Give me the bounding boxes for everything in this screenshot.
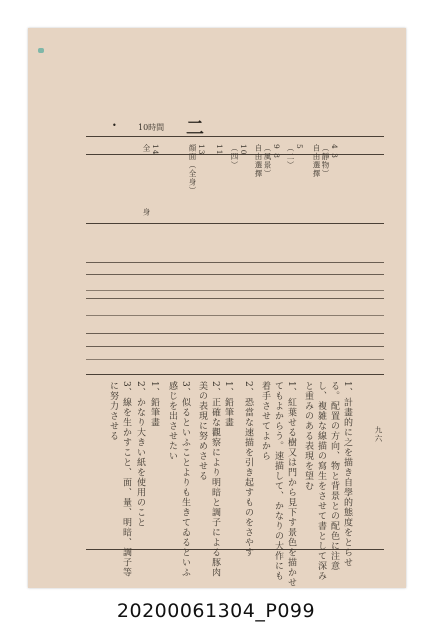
note-column: てもよからう。速描して、かなりの大作にも [273,381,283,581]
header-dot: • [112,121,117,130]
upper-column: 5 （二） [286,144,304,170]
note-column: る。配置の方向、物と背景との配色に注意 [329,381,339,571]
rule-mid-8 [86,359,384,360]
note-column: に努力させる [108,381,118,441]
upper-column: 4 3 （靜物） 自由選擇 [312,144,339,178]
upper-column: 14 全 [142,144,160,156]
page-number: 九六 [374,426,383,443]
rule-lower-top [86,374,384,375]
note-column: と重みのある表現を望む [303,381,313,491]
rule-mid-3 [86,290,384,291]
stain-mark [38,48,44,53]
upper-column: 13 顔面（全身） [188,144,206,195]
rule-upper-bottom [86,223,384,224]
upper-column: 身 [142,208,151,217]
note-column: 美の表現に努めさせる [197,381,207,481]
note-column: 1、紅葉せる樹又は門から見下す景色を描かせ [286,381,296,588]
note-column: 2、かなり大きい紙を使用のこと [135,381,145,528]
rule-mid-2 [86,274,384,275]
rule-mid-1 [86,262,384,263]
note-column: 3、似るといふことよりも生きてゐるといふ [180,381,190,578]
rule-mid-6 [86,333,384,334]
note-column: 着手させてよから [260,381,270,461]
image-caption: 20200061304_P099 [116,600,316,622]
rule-mid-7 [86,346,384,347]
upper-column: 11 [215,144,224,156]
header-hours: 10時間 [138,123,165,132]
rule-mid-5 [86,315,384,316]
rule-top [86,136,384,137]
note-column: 1、計畫的に之を描き自學的態度をとらせ [342,381,352,568]
note-column: 感じを出させたい [167,381,177,461]
upper-column: 9 8 （風景） 自由選擇 [254,144,281,178]
note-column: 1、鉛筆畫 [223,381,233,428]
note-column: 1、鉛筆畫 [149,381,159,428]
document-page [28,28,406,588]
note-column: 2、正確な觀察により明暗と調子による豚肉 [210,381,220,578]
note-column: 2、恐當な速描を引き起すものをさやす [243,381,253,558]
note-column: し、複雑な線描の寫生をさせて書として深み [316,381,326,581]
note-column: 3、線を生かすこと、面、量、明暗、調子等 [121,381,131,578]
header-number: 二 [186,118,204,139]
rule-mid-4 [86,298,384,299]
upper-column: 10 （四） [230,144,248,170]
